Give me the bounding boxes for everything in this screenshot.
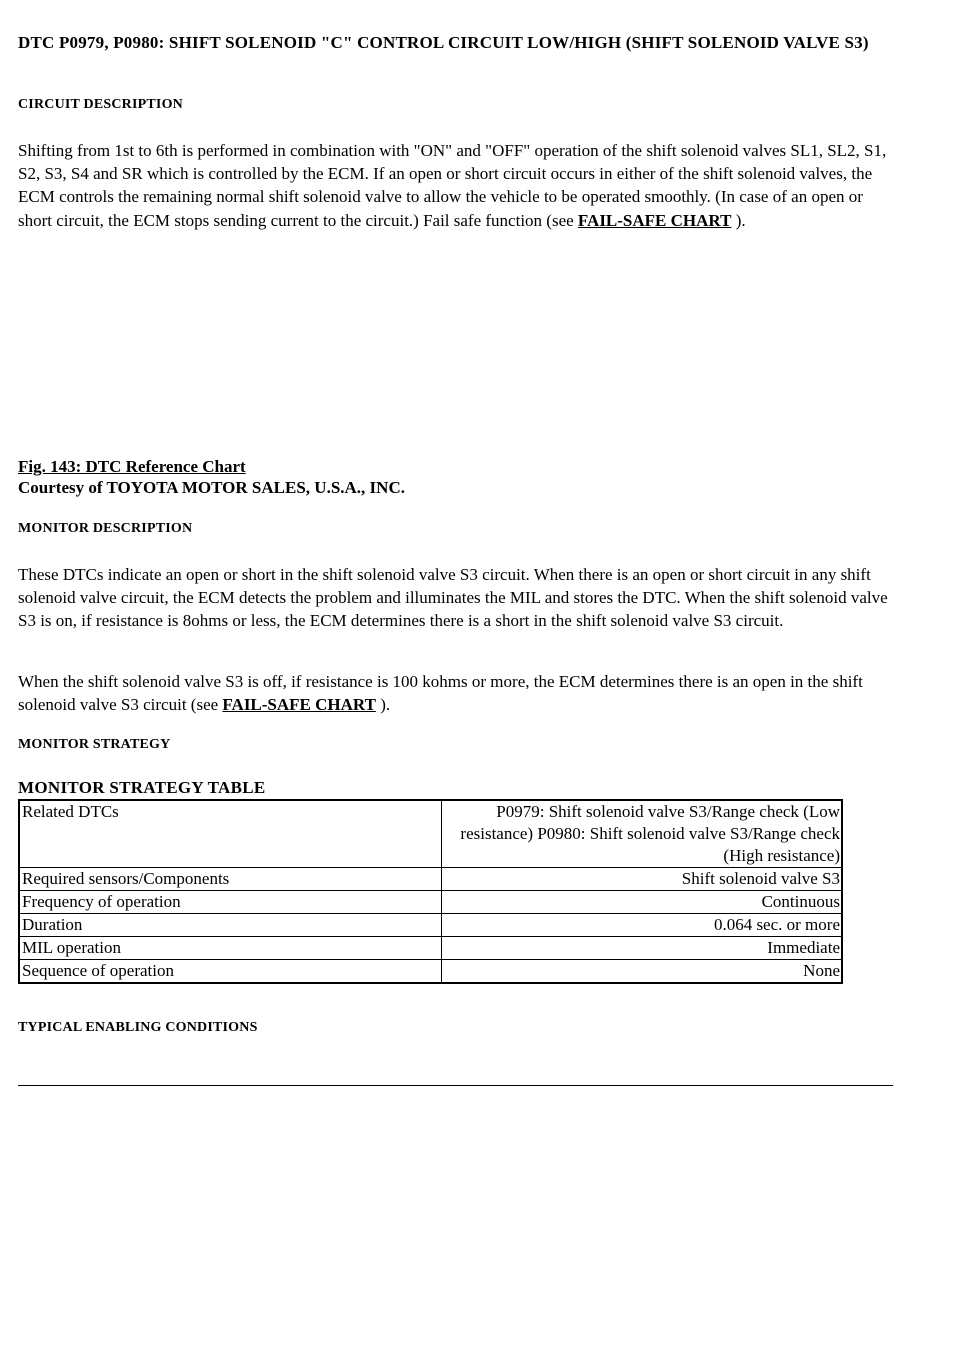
circuit-description-text: [18, 139, 894, 232]
table-cell-label: MIL operation: [19, 937, 442, 960]
table-cell-value: Continuous: [442, 891, 843, 914]
table-cell-label: Duration: [19, 914, 442, 937]
table-cell-label: Frequency of operation: [19, 891, 442, 914]
monitor-description-para1: These DTCs indicate an open or short in the shift solenoid valve S3 circuit. When there is an open or short circuit in any shift solenoid valve circuit, the ECM detects the problem and illuminates the MIL and stores the DTC. When the shift solenoid valve S3 is on, if resistance is 8ohms or less, the ECM determines there is a short in the shift solenoid valve S3 circuit.: [18, 565, 888, 631]
table-cell-label: Required sensors/Components: [19, 868, 442, 891]
page-title: DTC P0979, P0980: SHIFT SOLENOID "C" CONTROL CIRCUIT LOW/HIGH (SHIFT SOLENOID VALVE S3): [18, 33, 869, 52]
table-cell-value: Shift solenoid valve S3: [442, 868, 843, 891]
table-cell-label: Sequence of operation: [19, 960, 442, 984]
table-row: [19, 891, 842, 914]
page-divider: [18, 1085, 893, 1086]
figure-label-link[interactable]: Fig. 143: DTC Reference Chart: [18, 457, 246, 476]
circuit-description-heading: CIRCUIT DESCRIPTION: [18, 97, 183, 112]
table-cell-value: None: [442, 960, 843, 984]
monitor-description-para2: [18, 670, 894, 716]
monitor-strategy-table: [18, 799, 843, 984]
figure-courtesy: Courtesy of TOYOTA MOTOR SALES, U.S.A., INC.: [18, 478, 405, 497]
monitor-description-para2-tail: ).: [375, 695, 391, 715]
circuit-description-tail: ).: [731, 210, 746, 230]
table-cell-value: Immediate: [442, 937, 843, 960]
table-row: [19, 914, 842, 937]
fail-safe-chart-link[interactable]: FAIL-SAFE CHART: [577, 210, 732, 230]
monitor-description-para2-body: When the shift solenoid valve S3 is off, if resistance is 100 kohms or more, the ECM determines there is an open in the shift solenoid valve S3 circuit (see: [18, 672, 863, 715]
typical-enabling-heading: TYPICAL ENABLING CONDITIONS: [18, 1020, 258, 1035]
table-row: [19, 868, 842, 891]
table-cell-label: Related DTCs: [19, 800, 442, 868]
monitor-description-heading: MONITOR DESCRIPTION: [18, 521, 193, 536]
table-cell-value: 0.064 sec. or more: [442, 914, 843, 937]
monitor-strategy-heading: MONITOR STRATEGY: [18, 737, 171, 752]
fail-safe-chart-link-2[interactable]: FAIL-SAFE CHART: [222, 695, 376, 715]
table-row: [19, 960, 842, 984]
monitor-strategy-table-title: MONITOR STRATEGY TABLE: [18, 778, 266, 797]
circuit-description-body: Shifting from 1st to 6th is performed in combination with "ON" and "OFF" operation of the shift solenoid valves SL1, SL2, S1, S2, S3, S4 and SR which is controlled by the ECM. If an open or short circuit occurs in either of the shift solenoid valves, the ECM controls the remaining normal shift solenoid valve to allow the vehicle to be operated smoothly. (In case of an open or short circuit, the ECM stops sending current to the circuit.) Fail safe function (see: [18, 141, 887, 230]
table-row: [19, 937, 842, 960]
figure-caption: [18, 456, 405, 498]
table-cell-value: P0979: Shift solenoid valve S3/Range check (Low resistance) P0980: Shift solenoid valve S3/Range check (High resistance): [442, 800, 843, 868]
table-row: [19, 800, 842, 868]
